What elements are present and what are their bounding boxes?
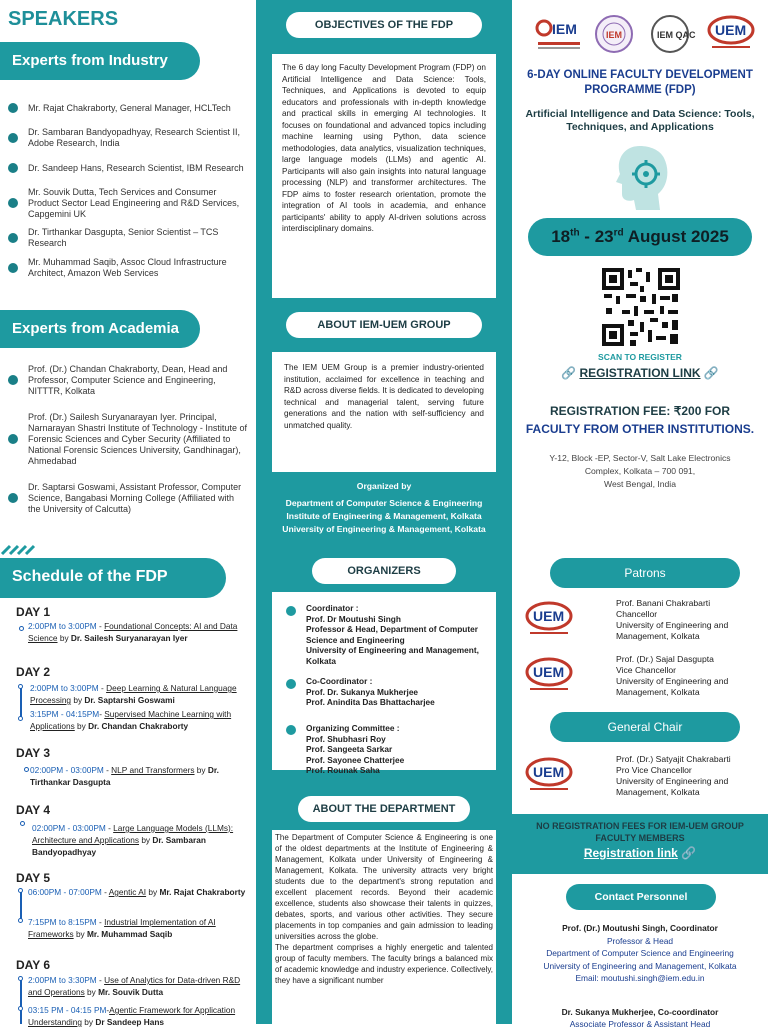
patrons-heading: Patrons [550,558,740,588]
day-1-heading: DAY 1 [16,605,51,619]
committee-block: Organizing Committee : Prof. Shubhasri Roy Prof. Sangeeta Sarkar Prof. Sayonee Chatterjee Prof. Rounak Saha [306,723,405,775]
general-chair-person [524,754,764,806]
general-chair-heading: General Chair [550,712,740,742]
patron-1 [524,598,764,650]
registration-fee: REGISTRATION FEE: ₹200 FOR FACULTY FROM OTHER INSTITUTIONS. [525,404,755,436]
academia-heading: Experts from Academia [0,310,200,348]
schedule-heading: Schedule of the FDP [0,558,226,598]
registration-qr-code-icon[interactable] [600,266,682,348]
logo-row [512,14,768,54]
day-3-heading: DAY 3 [16,746,51,760]
organized-by-label: Organized by [356,481,412,491]
scan-to-register-label: SCAN TO REGISTER [598,352,682,362]
contact-heading: Contact Personnel [566,884,716,910]
objectives-heading: OBJECTIVES OF THE FDP [286,12,482,38]
about-group-text: The IEM UEM Group is a premier industry-oriented institution, acclaimed for excellence in teaching and R&D across diverse fields. It is dedicated to developing technical and managerial talent, serving future generations and the nation with self-sufficiency and unmatched quality. [272,352,496,472]
bullet-icon [8,133,18,143]
patron-1-details: Prof. Banani Chakrabarti Chancellor University of Engineering and Management, Kolkata [616,598,729,641]
organized-by-line-3: University of Engineering & Management, Kolkata [282,524,486,534]
contact-1: Prof. (Dr.) Moutushi Singh, Coordinator Professor & Head Department of Computer Science and Engineering University of Engineering and Management, Kolkata Email: moutushi.singh@iem.edu.in [512,922,768,985]
speakers-title: SPEAKERS [8,8,119,30]
day-6-session-2: 03:15 PM - 04:15 PM-Agentic Framework for Application Understanding by Dr Sandeep Hans [28,1005,236,1027]
co-coordinator-block: Co-Coordinator : Prof. Dr. Sukanya Mukherjee Prof. Anindita Das Bhattacharjee [306,676,435,707]
venue-address: Y-12, Block -EP, Sector-V, Salt Lake Electronics Complex, Kolkata – 700 091, West Bengal, India [549,453,731,489]
bullet-icon [286,725,296,735]
industry-speaker-3: Dr. Sandeep Hans, Research Scientist, IBM Research [8,156,248,180]
bullet-icon [8,163,18,173]
industry-speaker-1: Mr. Rajat Chakraborty, General Manager, HCLTech [8,96,248,120]
industry-speaker-6: Mr. Muhammad Saqib, Assoc Cloud Infrastructure Architect, Amazon Web Services [8,256,248,280]
about-dept-text: The Department of Computer Science & Engineering is one of the oldest departments at the Institute of Engineering & Management, Kolkata under University of Engineering & Management, Kolkata. The university attracts very bright students due to the department's strong reputation and excellent placement records. Beyond their academic excellence, students also showcase their talents in quizzes, debates, sports, and various other activities. They secure placements in top companies and gain admission to leading universities across the globe. The department comprises a highly energetic and talented group of faculty members. The faculty brings a balanced mix of academic knowledge and industry experience. Collectively, they have a significant number [272,830,496,1024]
svg-text:UEM: UEM [533,764,565,780]
academia-speaker-3: Dr. Saptarsi Goswami, Assistant Professor, Computer Science, Bangabasi Morning College (Affiliated with the University of Calcutta) [8,480,248,516]
day-2-heading: DAY 2 [16,665,51,679]
bullet-icon [286,679,296,689]
svg-text:UEM: UEM [533,608,565,624]
uem-logo-icon [524,756,574,798]
iem-qac-logo-icon [650,14,696,54]
event-title: 6-DAY ONLINE FACULTY DEVELOPMENT PROGRAMME (FDP) [527,69,753,96]
link-icon: 🔗 [677,846,697,860]
iem-logo-icon [534,14,584,54]
bullet-icon [8,434,18,444]
day-6-session-1: 2:00PM to 3:30PM - Use of Analytics for Data-driven R&D and Operations by Mr. Souvik Dutta [28,975,241,997]
day-6-heading: DAY 6 [16,958,51,972]
no-fee-banner: NO REGISTRATION FEES FOR IEM-UEM GROUP FACULTY MEMBERS Registration link 🔗 [512,814,768,874]
academia-speaker-2: Prof. (Dr.) Sailesh Suryanarayan Iyer. Principal, Narnarayan Shastri Institute of Technology - Institute of Forensic Sciences and Cyber Security (Affiliated to National Forensic Sciences University, Gandhinagar), Ahmedabad [8,408,248,470]
day-4-heading: DAY 4 [16,803,51,817]
patron-2-details: Prof. (Dr.) Sajal Dasgupta Vice Chancellor University of Engineering and Management, Kolkata [616,654,729,697]
contact-2: Dr. Sukanya Mukherjee, Co-coordinator Associate Professor & Assistant Head [561,1007,719,1029]
bullet-icon [8,198,18,208]
organized-by-line-1: Department of Computer Science & Engineering [285,498,483,508]
bullet-icon [286,606,296,616]
day-5-session-2: 7:15PM to 8:15PM - Industrial Implementation of AI Frameworks by Mr. Muhammad Saqib [28,917,216,939]
ai-head-icon [610,140,674,212]
uem-logo-icon [706,14,756,54]
iem-seal-icon [594,14,634,54]
uem-logo-icon [524,600,574,642]
academia-speaker-1: Prof. (Dr.) Chandan Chakraborty, Dean, Head and Professor, Computer Science and Engineering, NITTTR, Kolkata [8,362,248,398]
internal-registration-link[interactable]: Registration link 🔗 [583,846,697,860]
day-2-session-1: 2:00PM to 3:00PM - Deep Learning & Natural Language Processing by Dr. Saptarshi Goswami [30,683,237,705]
industry-speaker-2: Dr. Sambaran Bandyopadhyay, Research Scientist II, Adobe Research, India [8,126,248,150]
uem-logo-icon [524,656,574,698]
day-4-session-1: 02:00PM - 03:00PM - Large Language Models (LLMs): Architecture and Applications by Dr. Sambaran Bandyopadhyay [32,823,234,857]
event-date: 18th - 23rd August 2025 [528,218,752,256]
svg-text:IEM: IEM [606,30,623,40]
bullet-icon [8,233,18,243]
organized-by-line-2: Institute of Engineering & Management, Kolkata [286,511,482,521]
day-3-session-1: 02:00PM - 03:00PM - NLP and Transformers by Dr. Tirthankar Dasgupta [30,765,219,787]
day-2-session-2: 3:15PM - 04:15PM- Supervised Machine Learning with Applications by Dr. Chandan Chakraborty [30,709,232,731]
event-subtitle: Artificial Intelligence and Data Science: Tools, Techniques, and Applications [525,108,755,133]
right-column [512,0,768,1029]
coordinator-block: Coordinator : Prof. Dr Moutushi Singh Professor & Head, Department of Computer Science and Engineering University of Engineering and Management, Kolkata [306,603,479,666]
link-icon: 🔗 [561,366,580,380]
bullet-icon [8,263,18,273]
middle-column [256,0,512,1024]
bullet-icon [8,103,18,113]
bullet-icon [8,375,18,385]
svg-text:UEM: UEM [715,22,747,38]
day-5-heading: DAY 5 [16,871,51,885]
left-column [0,0,256,1027]
patron-2 [524,654,764,706]
day-1-session-1: 2:00PM to 3:00PM - Foundational Concepts: AI and Data Science by Dr. Sailesh Suryanarayan Iyer [28,621,238,643]
day-5-session-1: 06:00PM - 07:00PM - Agentic AI by Mr. Rajat Chakraborty [28,887,246,897]
decorative-stripes-icon [0,544,50,556]
about-group-heading: ABOUT IEM-UEM GROUP [286,312,482,338]
general-chair-details: Prof. (Dr.) Satyajit Chakrabarti Pro Vice Chancellor University of Engineering and Management, Kolkata [616,754,731,797]
svg-text:UEM: UEM [533,664,565,680]
bullet-icon [8,493,18,503]
link-icon: 🔗 [700,366,719,380]
svg-text:IEM QAC: IEM QAC [657,30,696,40]
industry-speaker-4: Mr. Souvik Dutta, Tech Services and Consumer Product Sector Lead Engineering and R&D Services, Capgemini UK [8,186,248,220]
organizers-box [272,592,496,775]
objectives-text: The 6 day long Faculty Development Program (FDP) on Artificial Intelligence and Data Science: Tools, Techniques, and Applications is devoted to equip educators and professionals with in-depth knowledge and practical skills in emerging AI technologies. It focuses on foundational and advanced topics including machine learning using Python, data science methodologies, data analytics, visualization techniques, large language models (LLMs) and agentic AI. Participants will also gain insights into natural language processing (NLP) and transformer architectures. The FDP aims to foster research orientation, promote the integration of AI tools in academia, and enhance participants' ability to apply AI-driven solutions across interdisciplinary domains. [272,54,496,298]
registration-link[interactable]: 🔗 REGISTRATION LINK 🔗 [561,366,719,380]
industry-heading: Experts from Industry [0,42,200,80]
organizers-heading: ORGANIZERS [312,558,456,584]
industry-speaker-5: Dr. Tirthankar Dasgupta, Senior Scientist – TCS Research [8,226,248,250]
about-dept-heading: ABOUT THE DEPARTMENT [298,796,470,822]
svg-text:IEM: IEM [552,21,577,37]
contact-1-email[interactable]: Email: moutushi.singh@iem.edu.in [575,973,705,983]
